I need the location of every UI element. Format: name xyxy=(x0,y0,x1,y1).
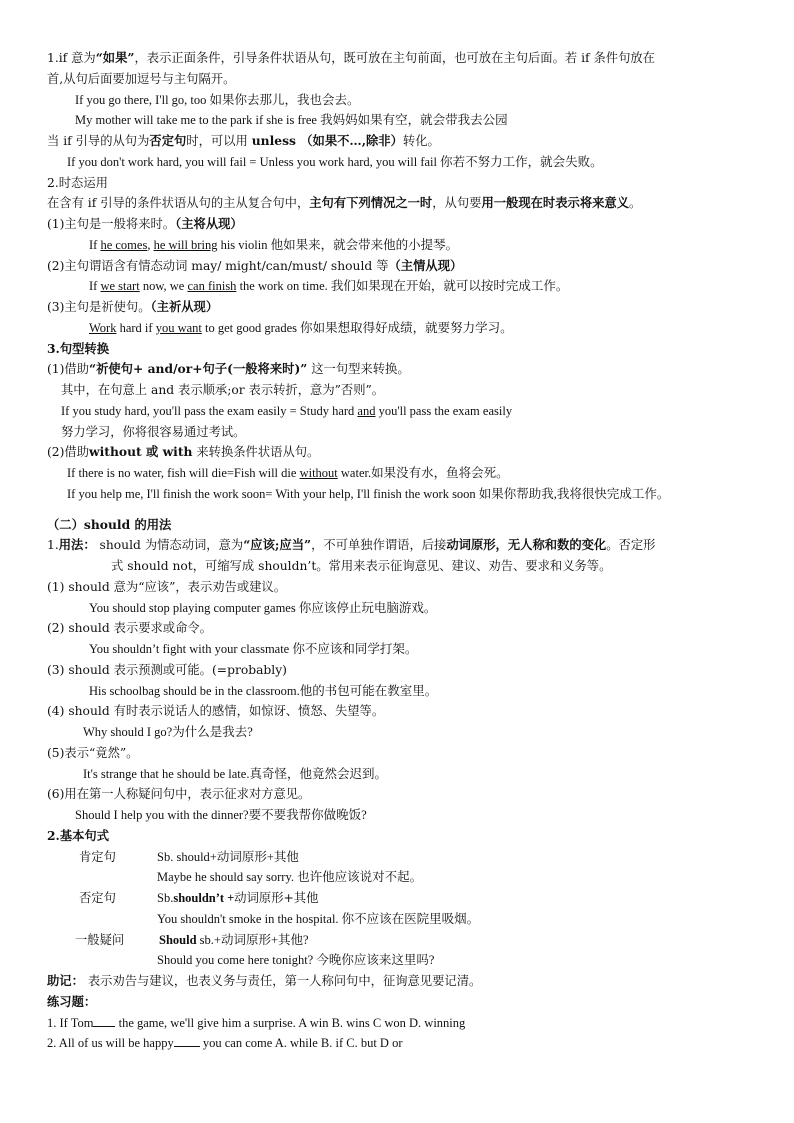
example-line: It's strange that he should be late.真奇怪，他竟然会迟到。 xyxy=(83,766,387,781)
example-line: If he comes, he will bring his violin 他如果来，就会带来他的小提琴。 xyxy=(89,237,459,252)
document-page xyxy=(47,48,757,1054)
example-line: If you help me, I'll finish the work soon= With your help, I'll finish the work soon 如果你帮助我,我将很快完成工作。 xyxy=(67,486,670,501)
rule-item: (5)表示“竟然”。 xyxy=(47,745,139,760)
example-line: Should you come here tonight? 今晚你应该来这里吗? xyxy=(157,953,435,968)
rule-item: (1) should 意为“应该”，表示劝告或建议。 xyxy=(47,579,287,594)
rule-item: (2) should 表示要求或命令。 xyxy=(47,621,212,636)
example-line: You shouldn’t fight with your classmate 你不应该和同学打架。 xyxy=(89,642,418,656)
exercise-question: 2. All of us will be happy you can come A. while B. if C. but D or xyxy=(47,1036,403,1051)
rule-item: (2)主句谓语含有情态动词 may/ might/can/must/ should 等（主情从现） xyxy=(47,257,463,273)
example-line: You should stop playing computer games 你应该停止玩电脑游戏。 xyxy=(89,600,437,615)
rule-item: (6)用在第一人称疑问句中，表示征求对方意见。 xyxy=(47,787,311,802)
answer-blank[interactable] xyxy=(174,1036,200,1047)
para-should-usage: 1.用法： should 为情态动词，意为“应该;应当”，不可单独作谓语，后接动词原形，无人称和数的变化。否定形 xyxy=(47,537,656,553)
rule-item: (3) should 表示预测或可能。(=probably) xyxy=(47,662,287,677)
example-line: If you don't work hard, you will fail = Unless you work hard, you will fail 你若不努力工作，就会失败。 xyxy=(67,154,603,169)
section-heading: （二）should 的用法 xyxy=(47,516,172,532)
rule-item: (3)主句是祈使句。（主祈从现） xyxy=(47,299,219,314)
exercise-question: 1. If Tom the game, we'll give him a surprise. A win B. wins C won D. winning xyxy=(47,1015,466,1030)
example-line: His schoolbag should be in the classroom.他的书包可能在教室里。 xyxy=(89,683,438,698)
para-if-meaning: 1.if 意为“如果”，表示正面条件，引导条件状语从句，既可放在主句前面，也可放在主句后面。若 if 条件句放在 xyxy=(47,50,655,65)
pattern-row: 否定句 Sb.shouldn’t +动词原形+其他 xyxy=(79,891,319,905)
answer-blank[interactable] xyxy=(93,1016,115,1027)
example-line: If you study hard, you'll pass the exam easily = Study hard and you'll pass the exam easily xyxy=(61,403,513,418)
section-heading: 2.基本句式 xyxy=(47,827,110,843)
exercise-heading: 练习题： xyxy=(47,993,97,1009)
pattern-row: 一般疑问 Should sb.+动词原形+其他? xyxy=(75,932,309,947)
rule-item: (4) should 有时表示说话人的感情，如惊讶、愤怒、失望等。 xyxy=(47,704,385,719)
rule-item: (1)主句是一般将来时。（主将从现） xyxy=(47,216,243,231)
example-line: You shouldn't smoke in the hospital. 你不应该在医院里吸烟。 xyxy=(157,911,480,926)
example-line: Should I help you with the dinner?要不要我帮你做晚饭? xyxy=(75,808,367,822)
rule-item: (2)借助without 或 with 来转换条件状语从句。 xyxy=(47,444,320,460)
para-should-usage-cont: 式 should not，可缩写成 shouldn’t。常用来表示征询意见、建议、劝告、要求和义务等。 xyxy=(111,559,612,573)
spacer xyxy=(47,505,757,515)
example-line: If we start now, we can finish the work on time. 我们如果现在开始，就可以按时完成工作。 xyxy=(89,279,569,294)
example-line: Why should I go?为什么是我去? xyxy=(83,725,253,739)
rule-item: (1)借助“祈使句+ and/or+句子(一般将来时)” 这一句型来转换。 xyxy=(47,361,410,377)
memo-line: 助记： 表示劝告与建议，也表义务与责任，第一人称问句中，征询意见要记清。 xyxy=(47,973,482,988)
example-translation: 努力学习，你将很容易通过考试。 xyxy=(61,424,246,439)
section-heading: 2.时态运用 xyxy=(47,175,108,190)
example-line: If there is no water, fish will die=Fish will die without water.如果没有水，鱼将会死。 xyxy=(67,466,509,480)
pattern-row: 肯定句 Sb. should+动词原形+其他 xyxy=(79,849,299,864)
rule-note: 其中，在句意上 and 表示顺承;or 表示转折，意为”否则”。 xyxy=(61,383,385,397)
example-line: My mother will take me to the park if she is free 我妈妈如果有空，就会带我去公园 xyxy=(75,113,508,128)
example-line: Maybe he should say sorry. 也许他应该说对不起。 xyxy=(157,870,423,885)
section-heading: 3.句型转换 xyxy=(47,340,110,356)
para-tense: 在含有 if 引导的条件状语从句的主从复合句中，主句有下列情况之一时，从句要用一般现在时表示将来意义。 xyxy=(47,195,642,211)
para-if-comma: 首,从句后面要加逗号与主句隔开。 xyxy=(47,71,236,86)
para-unless: 当 if 引导的从句为否定句时，可以用 unless （如果不…,除非）转化。 xyxy=(47,133,440,148)
example-line: If you go there, I'll go, too 如果你去那儿，我也会去。 xyxy=(75,92,360,107)
example-line: Work hard if you want to get good grades 你如果想取得好成绩，就要努力学习。 xyxy=(89,320,513,335)
